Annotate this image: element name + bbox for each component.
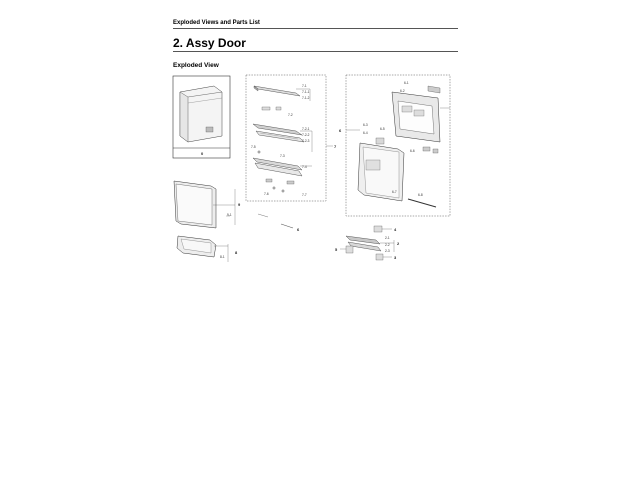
- control-group-label: 7: [334, 144, 337, 149]
- ctrl-label-7-5: 7-5: [251, 145, 256, 149]
- door-label-6-4: 6-4: [363, 131, 368, 135]
- inner-door-label: 6: [339, 128, 342, 133]
- ctrl-label-7-7: 7-7: [302, 193, 307, 197]
- lower-panel: [177, 236, 238, 262]
- ctrl-label-7-1: 7-1: [302, 84, 307, 88]
- door-label-6-7: 6-7: [392, 190, 397, 194]
- door-label-6-1: 6-1: [404, 81, 409, 85]
- thumbnail-label: 0: [201, 151, 204, 156]
- outer-panel-label: 9: [238, 202, 241, 207]
- ctrl-label-7-4: 7-4: [302, 165, 307, 169]
- assembled-thumbnail: [173, 76, 230, 158]
- lower-panel-label: 8: [235, 250, 238, 255]
- inner-door-group: [339, 75, 450, 216]
- outer-panel-subnumber: 9-1: [227, 213, 232, 217]
- ctrl-label-7-3: 7-3: [280, 154, 285, 158]
- hinge-parts-cluster: [335, 226, 400, 260]
- section-title: 2. Assy Door: [173, 36, 246, 50]
- ctrl-label-7-2-2: 7-2-2: [302, 133, 310, 137]
- hinge-label-2-2: 2-2: [385, 243, 390, 247]
- lower-panel-subnumber: 8-1: [220, 255, 225, 259]
- control-panel-group: [246, 75, 337, 201]
- ctrl-label-7-1-2: 7-1-2: [302, 96, 310, 100]
- running-header: Exploded Views and Parts List: [173, 20, 260, 26]
- ctrl-label-7-6: 7-6: [264, 192, 269, 196]
- loose-part-middle: [258, 214, 300, 232]
- door-label-6-6: 6-6: [410, 149, 415, 153]
- part-3-label: 3: [394, 255, 397, 260]
- ctrl-label-7-2: 7-2: [288, 113, 293, 117]
- ctrl-label-7-2-3: 7-2-3: [302, 139, 310, 143]
- subsection-title: Exploded View: [173, 62, 219, 69]
- outer-door-panel: [174, 181, 241, 228]
- door-label-6-5: 6-5: [380, 127, 385, 131]
- hinge-label-2-1: 2-1: [385, 236, 390, 240]
- door-label-6-3: 6-3: [363, 123, 368, 127]
- hinge-label-2-3: 2-3: [385, 249, 390, 253]
- door-label-6-8: 6-8: [418, 193, 423, 197]
- part-4-label: 4: [394, 227, 397, 232]
- ctrl-label-7-2-1: 7-2-1: [302, 127, 310, 131]
- door-label-6-2: 6-2: [400, 89, 405, 93]
- part-5-label: 5: [335, 247, 338, 252]
- mid-part-label: 6: [297, 227, 300, 232]
- ctrl-label-7-1-1: 7-1-1: [302, 90, 310, 94]
- part-2-label: 2: [397, 241, 400, 246]
